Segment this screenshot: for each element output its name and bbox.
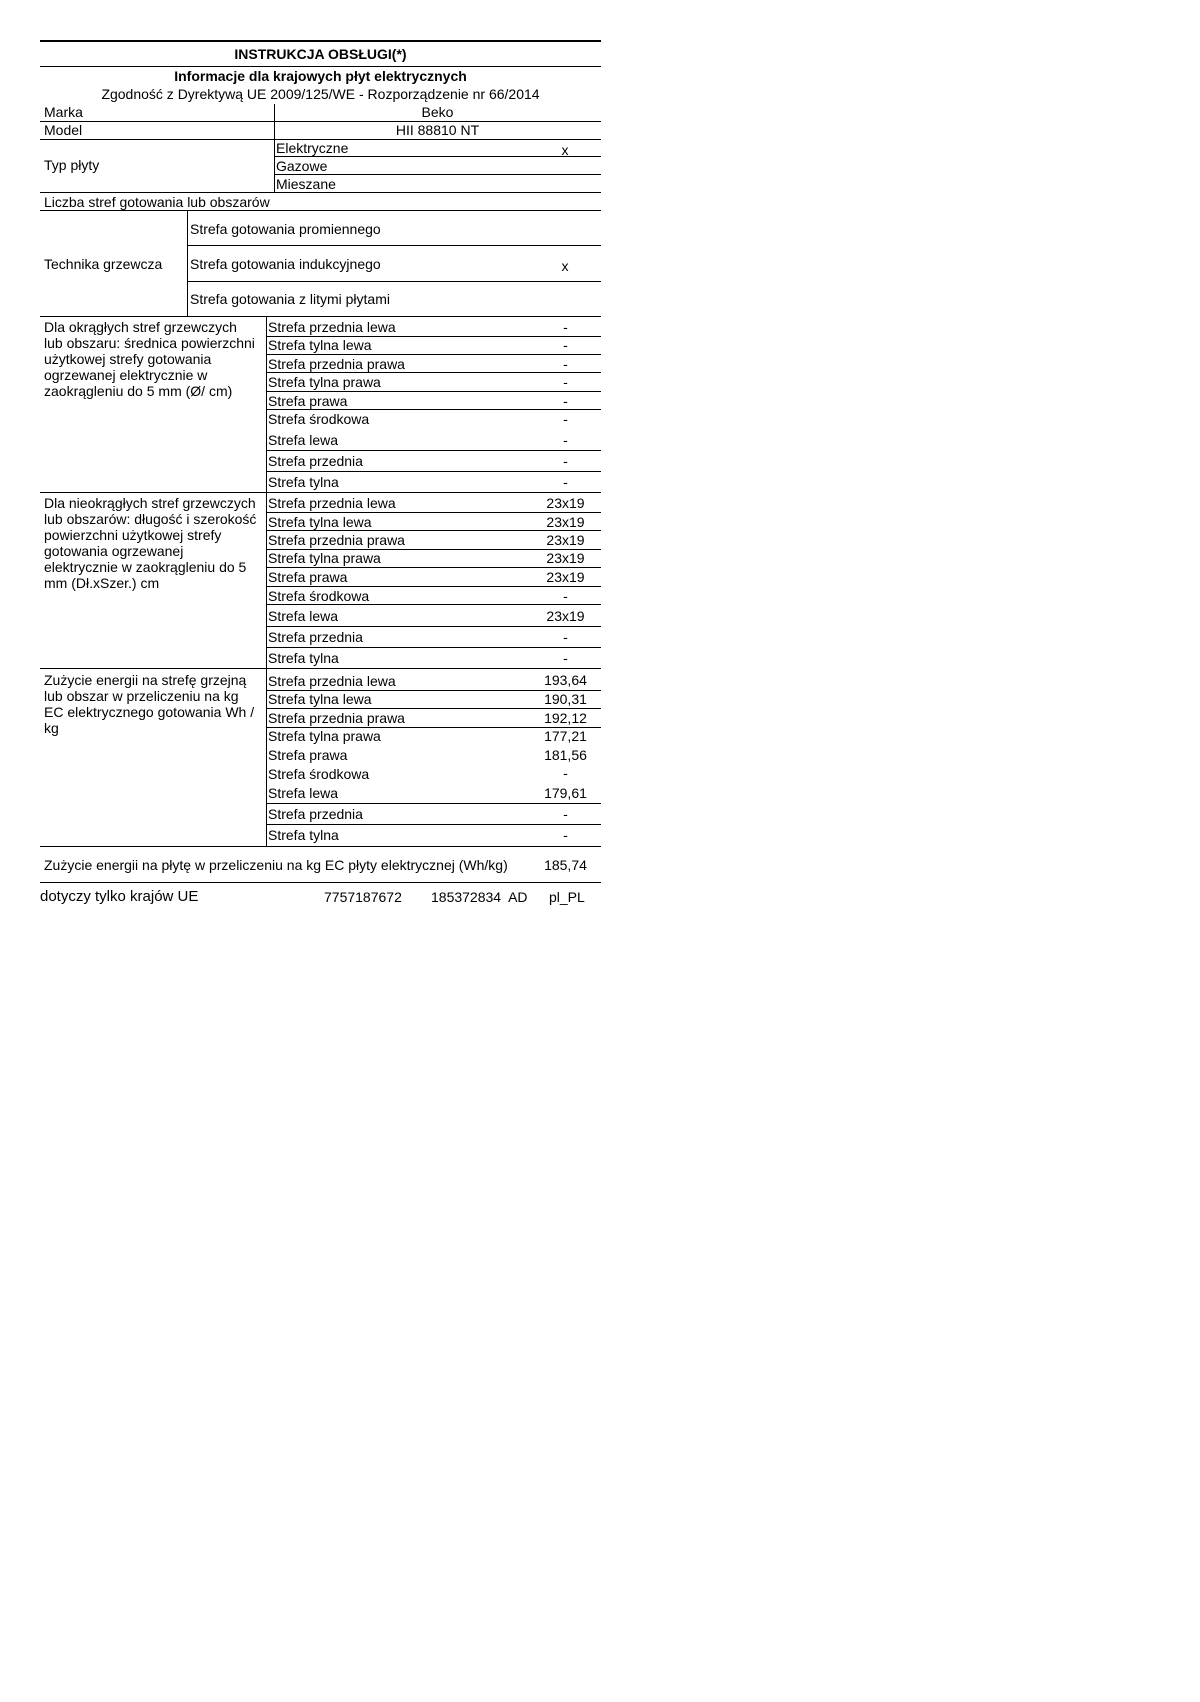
zone-label: Strefa lewa xyxy=(268,608,339,624)
total-energy-value: 185,74 xyxy=(544,857,587,873)
brand-value: Beko xyxy=(421,104,454,120)
rule xyxy=(266,708,601,709)
zone-label: Strefa środkowa xyxy=(268,588,370,604)
model-label: Model xyxy=(44,122,83,138)
document-title: INSTRUKCJA OBSŁUGI(*) xyxy=(234,46,407,62)
zone-value: - xyxy=(563,453,568,469)
zone-value: 193,64 xyxy=(544,672,587,688)
divider xyxy=(266,492,267,668)
rule xyxy=(266,391,601,392)
rule xyxy=(40,882,601,883)
rule xyxy=(40,316,601,317)
zone-value: 181,56 xyxy=(544,747,587,763)
zone-label: Strefa tylna prawa xyxy=(268,728,381,744)
rule xyxy=(40,492,601,493)
zone-label: Strefa przednia xyxy=(268,806,363,822)
zone-label: Strefa tylna xyxy=(268,827,339,843)
zone-label: Strefa tylna xyxy=(268,474,339,490)
total-energy-label: Zużycie energii na płytę w przeliczeniu na kg EC płyty elektrycznej (Wh/kg) xyxy=(44,857,508,873)
hob-type-option: Gazowe xyxy=(276,158,328,174)
zone-label: Strefa tylna xyxy=(268,650,339,666)
zone-value: 23x19 xyxy=(546,514,585,530)
footer-code: 7757187672 xyxy=(324,889,402,905)
rule xyxy=(266,372,601,373)
rule xyxy=(266,604,601,605)
heating-option: Strefa gotowania z litymi płytami xyxy=(190,291,390,307)
zones-count-label: Liczba stref gotowania lub obszarów xyxy=(44,194,270,210)
top-rule xyxy=(40,40,601,42)
zone-label: Strefa przednia lewa xyxy=(268,319,396,335)
footer-code: 185372834 AD xyxy=(431,889,528,905)
rule xyxy=(266,567,601,568)
zone-label: Strefa tylna lewa xyxy=(268,514,372,530)
hob-type-label: Typ płyty xyxy=(44,157,100,173)
footer-note: dotyczy tylko krajów UE xyxy=(40,888,199,905)
zone-value: - xyxy=(563,806,568,822)
heating-option: Strefa gotowania indukcyjnego xyxy=(190,256,381,272)
rule xyxy=(40,846,601,847)
footer-locale: pl_PL xyxy=(549,889,585,905)
heating-option: Strefa gotowania promiennego xyxy=(190,221,381,237)
model-value: HII 88810 NT xyxy=(395,122,480,138)
zone-label: Strefa prawa xyxy=(268,569,348,585)
zone-value: 23x19 xyxy=(546,532,585,548)
zone-value: - xyxy=(563,337,568,353)
heating-mark: x xyxy=(561,258,569,274)
rule xyxy=(266,512,601,513)
round-zones-label: Dla okrągłych stref grzewczych lub obszaru: średnica powierzchni użytkowej strefy gotowania ogrzewanej elektrycznie w zaokrągleniu do 5 mm (Ø/ cm) xyxy=(44,319,255,399)
zone-label: Strefa tylna prawa xyxy=(268,550,381,566)
hob-type-mark: x xyxy=(561,142,569,158)
rule xyxy=(266,626,601,627)
zone-label: Strefa przednia prawa xyxy=(268,710,405,726)
zone-label: Strefa tylna lewa xyxy=(268,691,372,707)
zone-value: - xyxy=(563,629,568,645)
zone-value: - xyxy=(563,432,568,448)
compliance-text: Zgodność z Dyrektywą UE 2009/125/WE - Rozporządzenie nr 66/2014 xyxy=(101,86,540,102)
zone-value: 190,31 xyxy=(544,691,587,707)
zone-value: 192,12 xyxy=(544,710,587,726)
zone-value: 23x19 xyxy=(546,495,585,511)
zone-value: - xyxy=(563,393,568,409)
nonround-zones-label: Dla nieokrągłych stref grzewczych lub obszarów: długość i szerokość powierzchni użytkowej strefy gotowania ogrzewanej elektrycznie w zaokrągleniu do 5 mm (Dł.xSzer.) cm xyxy=(44,495,257,591)
zone-label: Strefa przednia lewa xyxy=(268,673,396,689)
zone-value: - xyxy=(563,411,568,427)
zone-label: Strefa przednia prawa xyxy=(268,532,405,548)
zone-value: 179,61 xyxy=(544,785,587,801)
rule xyxy=(266,409,601,410)
zone-value: - xyxy=(563,319,568,335)
rule xyxy=(266,530,601,531)
hob-type-option: Mieszane xyxy=(276,176,336,192)
zone-label: Strefa prawa xyxy=(268,747,348,763)
hob-type-option: Elektryczne xyxy=(276,140,349,156)
zone-value: - xyxy=(563,650,568,666)
zone-value: 23x19 xyxy=(546,569,585,585)
heating-label: Technika grzewcza xyxy=(44,256,163,272)
energy-zones-label: Zużycie energii na strefę grzejną lub obszar w przeliczeniu na kg EC elektrycznego gotowania Wh / kg xyxy=(44,672,255,736)
zone-value: - xyxy=(563,374,568,390)
rule xyxy=(266,450,601,451)
zone-label: Strefa przednia xyxy=(268,629,363,645)
zone-value: 23x19 xyxy=(546,550,585,566)
rule xyxy=(266,471,601,472)
zone-value: - xyxy=(563,356,568,372)
zone-label: Strefa przednia xyxy=(268,453,363,469)
zone-value: 23x19 xyxy=(546,608,585,624)
zone-label: Strefa tylna lewa xyxy=(268,337,372,353)
zone-value: - xyxy=(563,474,568,490)
rule xyxy=(40,192,601,193)
zone-value: - xyxy=(563,827,568,843)
rule xyxy=(266,586,601,587)
zone-label: Strefa lewa xyxy=(268,432,339,448)
rule xyxy=(266,647,601,648)
divider xyxy=(266,316,267,492)
zone-value: - xyxy=(563,588,568,604)
brand-label: Marka xyxy=(44,104,83,120)
zone-label: Strefa prawa xyxy=(268,393,348,409)
divider xyxy=(274,104,275,192)
rule xyxy=(274,156,601,157)
zone-label: Strefa tylna prawa xyxy=(268,374,381,390)
zone-label: Strefa środkowa xyxy=(268,766,370,782)
zone-label: Strefa przednia lewa xyxy=(268,495,396,511)
rule xyxy=(266,803,601,804)
zone-value: 177,21 xyxy=(544,728,587,744)
rule xyxy=(187,281,601,282)
rule xyxy=(266,354,601,355)
rule xyxy=(266,824,601,825)
title-rule xyxy=(40,66,601,67)
rule xyxy=(187,245,601,246)
zone-label: Strefa przednia prawa xyxy=(268,356,405,372)
zone-value: - xyxy=(563,765,568,781)
document-subtitle: Informacje dla krajowych płyt elektrycznych xyxy=(174,68,467,84)
zone-label: Strefa środkowa xyxy=(268,411,370,427)
rule xyxy=(40,668,601,669)
zone-label: Strefa lewa xyxy=(268,785,339,801)
divider xyxy=(266,668,267,846)
rule xyxy=(40,210,601,211)
rule xyxy=(274,174,601,175)
divider xyxy=(187,210,188,316)
